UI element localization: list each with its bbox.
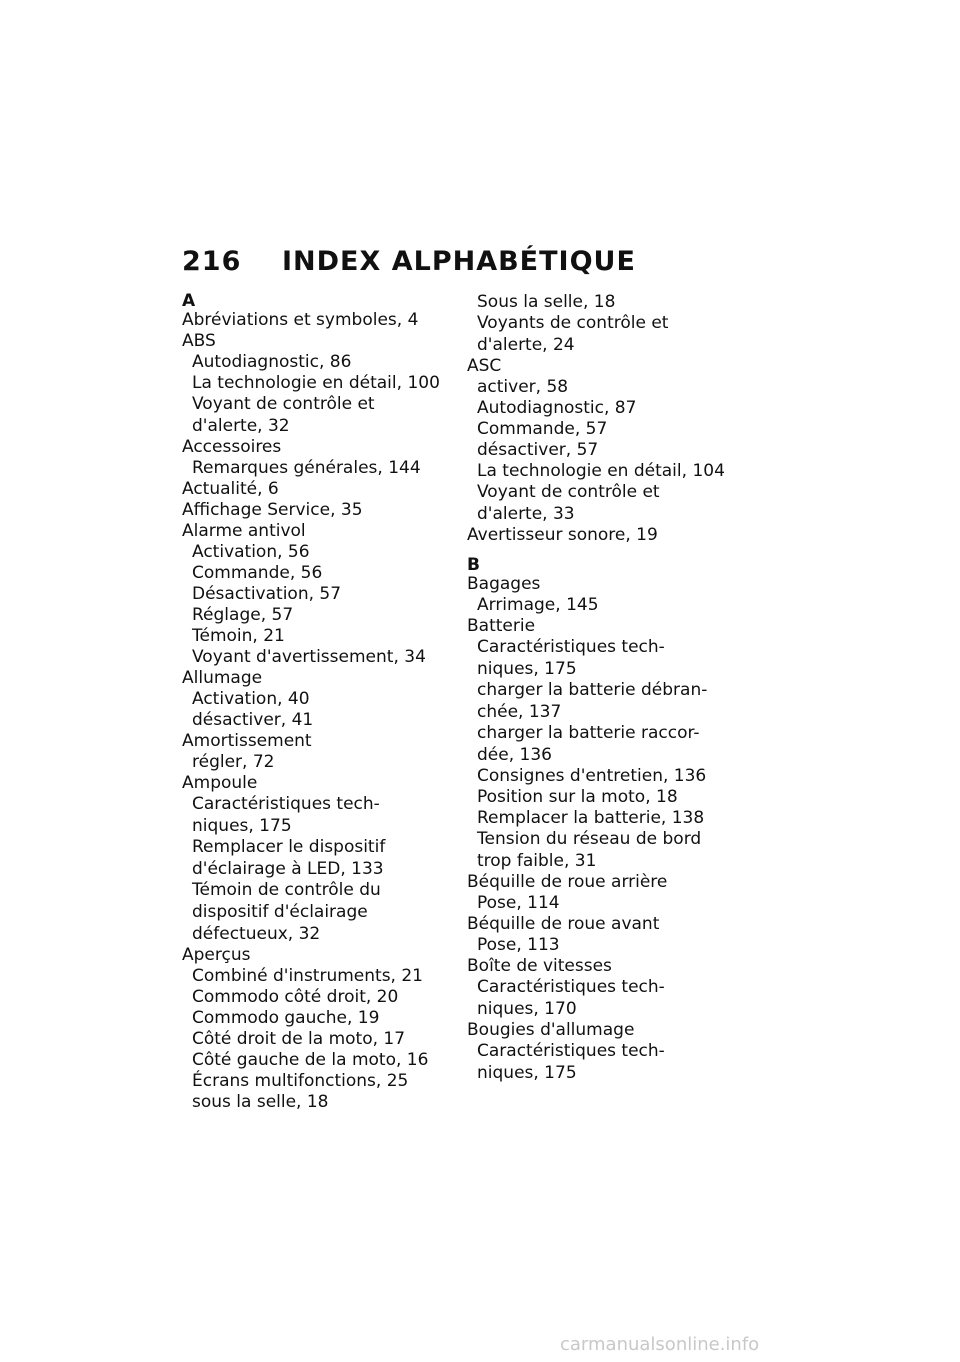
index-subentry	[467, 680, 757, 723]
index-subentry-line: Remplacer la batterie, 138	[477, 808, 705, 828]
index-subentry-line: dée, 136	[477, 745, 552, 765]
index-letter-heading: B	[467, 555, 480, 575]
index-subentry	[182, 458, 472, 479]
index-column-right	[467, 292, 757, 1084]
index-subentry	[467, 292, 757, 313]
index-entry: Allumage	[182, 668, 263, 688]
index-entry: Amortissement	[182, 731, 312, 751]
index-subentry	[182, 1092, 472, 1113]
index-subentry-line: Activation, 56	[192, 542, 310, 562]
index-subentry-line: Côté gauche de la moto, 16	[192, 1050, 429, 1070]
index-entry: Avertisseur sonore, 19	[467, 525, 658, 545]
index-entry: Béquille de roue arrière	[467, 872, 668, 892]
index-subentry	[467, 637, 757, 680]
index-subentry-line: désactiver, 57	[477, 440, 599, 460]
index-subentry-line: activer, 58	[477, 377, 569, 397]
index-subentry	[467, 419, 757, 440]
index-subentry-line: d'alerte, 24	[477, 335, 575, 355]
index-subentry	[182, 752, 472, 773]
index-entry: Accessoires	[182, 437, 282, 457]
index-subentry-line: d'alerte, 33	[477, 504, 575, 524]
index-entry: Aperçus	[182, 945, 251, 965]
index-subentry-line: La technologie en détail, 104	[477, 461, 725, 481]
index-entry: Abréviations et symboles, 4	[182, 310, 419, 330]
index-subentry	[182, 689, 472, 710]
index-subentry-line: Désactivation, 57	[192, 584, 342, 604]
index-subentry-line: Voyant de contrôle et	[477, 482, 660, 502]
index-subentry	[182, 1008, 472, 1029]
index-subentry	[467, 461, 757, 482]
index-subentry	[182, 373, 472, 394]
index-subentry-line: niques, 170	[477, 999, 577, 1019]
index-subentry-line: Commodo côté droit, 20	[192, 987, 399, 1007]
index-subentry-line: Pose, 113	[477, 935, 560, 955]
index-subentry-line: d'éclairage à LED, 133	[192, 859, 384, 879]
index-subentry-line: d'alerte, 32	[192, 416, 290, 436]
index-subentry	[467, 398, 757, 419]
index-entry: Ampoule	[182, 773, 258, 793]
index-subentry	[467, 935, 757, 956]
index-entry: Boîte de vitesses	[467, 956, 612, 976]
index-subentry	[182, 352, 472, 373]
index-subentry-line: Autodiagnostic, 87	[477, 398, 637, 418]
index-entry: Batterie	[467, 616, 536, 636]
index-subentry-line: Témoin de contrôle du	[192, 880, 381, 900]
index-subentry-line: Témoin, 21	[192, 626, 285, 646]
index-entry: Bagages	[467, 574, 541, 594]
index-subentry	[467, 787, 757, 808]
index-subentry	[182, 1029, 472, 1050]
index-entry: Affichage Service, 35	[182, 500, 363, 520]
index-subentry	[467, 313, 757, 356]
index-subentry-line: Commande, 57	[477, 419, 608, 439]
index-subentry	[182, 1050, 472, 1071]
index-subentry-line: Voyant de contrôle et	[192, 394, 375, 414]
index-subentry	[467, 766, 757, 787]
index-subentry-line: Position sur la moto, 18	[477, 787, 678, 807]
index-subentry-line: Combiné d'instruments, 21	[192, 966, 423, 986]
index-subentry-line: Caractéristiques tech-	[477, 977, 665, 997]
index-subentry	[467, 595, 757, 616]
index-subentry-line: Écrans multifonctions, 25	[192, 1071, 409, 1091]
index-subentry-line: Réglage, 57	[192, 605, 294, 625]
index-subentry	[467, 377, 757, 398]
index-subentry	[182, 710, 472, 731]
index-subentry-line: Caractéristiques tech-	[477, 1041, 665, 1061]
index-subentry-line: Voyant d'avertissement, 34	[192, 647, 426, 667]
index-subentry	[182, 626, 472, 647]
index-subentry-line: Arrimage, 145	[477, 595, 599, 615]
index-subentry-line: Remplacer le dispositif	[192, 837, 386, 857]
index-subentry	[182, 605, 472, 626]
index-subentry-line: Activation, 40	[192, 689, 310, 709]
index-subentry	[182, 394, 472, 437]
index-subentry	[467, 893, 757, 914]
index-subentry	[182, 794, 472, 837]
index-subentry-line: Commodo gauche, 19	[192, 1008, 380, 1028]
index-subentry	[467, 829, 757, 872]
index-subentry	[182, 584, 472, 605]
index-subentry-line: désactiver, 41	[192, 710, 314, 730]
index-subentry	[182, 542, 472, 563]
index-subentry-line: La technologie en détail, 100	[192, 373, 440, 393]
page-header	[182, 246, 636, 277]
watermark: carmanualsonline.info	[560, 1334, 760, 1355]
index-subentry	[182, 880, 472, 945]
index-subentry	[182, 966, 472, 987]
index-subentry	[182, 647, 472, 668]
index-subentry-line: niques, 175	[477, 659, 577, 679]
index-subentry-line: Sous la selle, 18	[477, 292, 616, 312]
index-subentry-line: niques, 175	[477, 1063, 577, 1083]
index-entry: Béquille de roue avant	[467, 914, 660, 934]
index-subentry-line: charger la batterie débran-	[477, 680, 708, 700]
index-subentry	[467, 1041, 757, 1084]
index-subentry-line: Autodiagnostic, 86	[192, 352, 352, 372]
index-letter-heading: A	[182, 291, 196, 311]
index-subentry	[467, 808, 757, 829]
index-subentry-line: niques, 175	[192, 816, 292, 836]
index-subentry-line: Consignes d'entretien, 136	[477, 766, 707, 786]
index-entry: ABS	[182, 331, 216, 351]
index-subentry-line: régler, 72	[192, 752, 275, 772]
index-subentry-line: Caractéristiques tech-	[192, 794, 380, 814]
index-subentry-line: Remarques générales, 144	[192, 458, 421, 478]
index-subentry-line: Commande, 56	[192, 563, 323, 583]
index-subentry-line: défectueux, 32	[192, 924, 321, 944]
index-subentry	[182, 1071, 472, 1092]
index-subentry-line: charger la batterie raccor-	[477, 723, 700, 743]
index-subentry	[182, 987, 472, 1008]
index-subentry-line: Caractéristiques tech-	[477, 637, 665, 657]
index-entry: ASC	[467, 356, 502, 376]
index-subentry	[182, 837, 472, 880]
index-subentry	[467, 440, 757, 461]
index-subentry-line: sous la selle, 18	[192, 1092, 329, 1112]
index-column-left	[182, 292, 472, 1113]
index-subentry-line: Côté droit de la moto, 17	[192, 1029, 406, 1049]
page-title: INDEX ALPHABÉTIQUE	[282, 246, 636, 277]
index-entry: Bougies d'allumage	[467, 1020, 635, 1040]
index-subentry-line: chée, 137	[477, 702, 562, 722]
page-number: 216	[182, 246, 242, 277]
index-subentry	[467, 723, 757, 766]
index-subentry	[182, 563, 472, 584]
index-subentry-line: Voyants de contrôle et	[477, 313, 669, 333]
index-subentry-line: trop faible, 31	[477, 851, 597, 871]
index-subentry-line: dispositif d'éclairage	[192, 902, 368, 922]
index-subentry	[467, 482, 757, 525]
index-entry: Actualité, 6	[182, 479, 279, 499]
index-entry: Alarme antivol	[182, 521, 306, 541]
index-subentry	[467, 977, 757, 1020]
index-subentry-line: Tension du réseau de bord	[477, 829, 702, 849]
index-subentry-line: Pose, 114	[477, 893, 560, 913]
